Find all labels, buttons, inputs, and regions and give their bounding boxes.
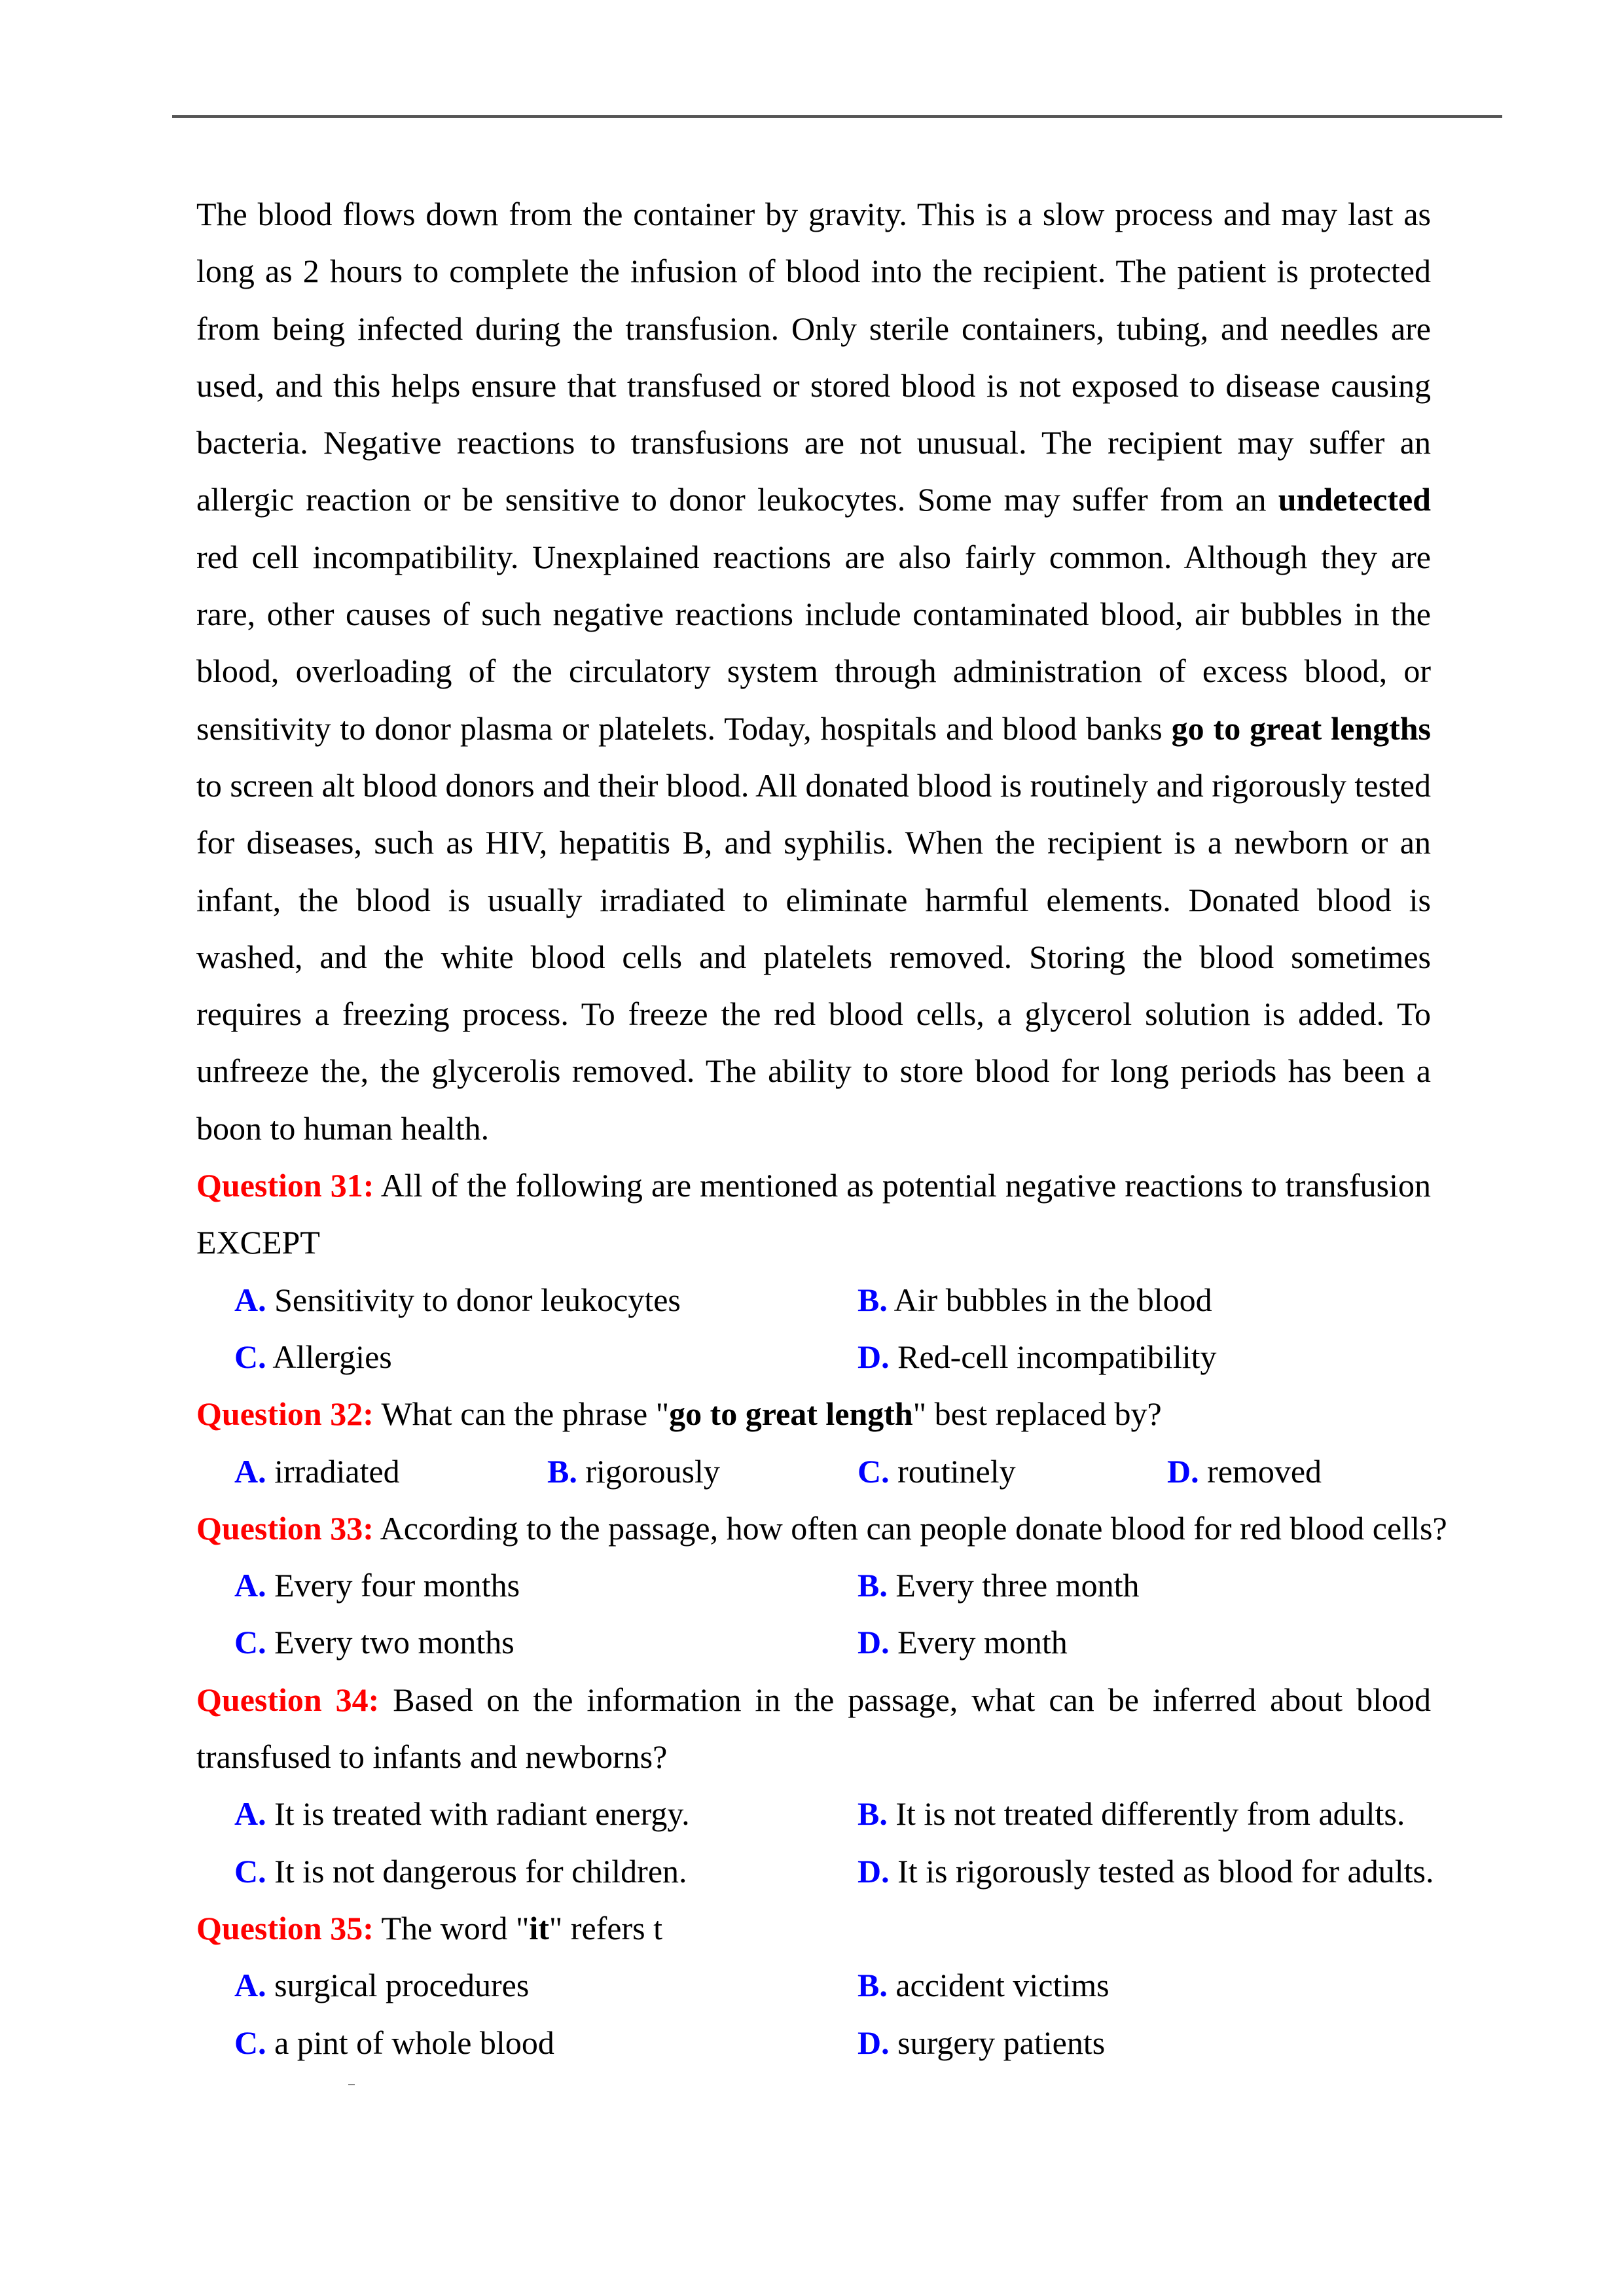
option-text: Red-cell incompatibility: [889, 1338, 1217, 1375]
passage-bold-term-go-to-great-lengths: go to great lengths: [1171, 709, 1431, 747]
option-letter: B.: [857, 1281, 888, 1318]
answer-options: [196, 1557, 1431, 1672]
question-bold-term: it: [529, 1909, 549, 1946]
question-text: According to the passage, how often can people donate blood for red blood cells?: [373, 1509, 1447, 1547]
question-stem: [196, 1672, 1431, 1786]
question-label: Question 33:: [196, 1509, 374, 1547]
option-letter: D.: [857, 2024, 890, 2061]
option-a[interactable]: [234, 1785, 690, 1842]
option-c[interactable]: [234, 1329, 392, 1386]
passage-text: to screen alt blood donors and their blood. All donated blood is routinely and rigorously tested for diseases, such as HIV, hepatitis B, and syphilis. When the recipient is a newborn or an infant, the blood is usually irradiated to eliminate harmful elements. Donated blood is washed, and the white blood cells and platelets removed. Storing the blood sometimes requires a freezing process. To freeze the red blood cells, a glycerol solution is added. To unfreeze the, the glycerolis removed. The ability to store blood for long periods has been a boon to human health.: [196, 766, 1431, 1147]
question-32: [196, 1386, 1431, 1500]
option-text: Air bubbles in the blood: [887, 1281, 1212, 1318]
option-b[interactable]: [857, 1785, 1405, 1842]
option-letter: D.: [857, 1852, 890, 1890]
option-letter: A.: [234, 1281, 266, 1318]
option-text: accident victims: [887, 1967, 1110, 2004]
option-d[interactable]: [857, 1329, 1217, 1386]
option-text: Every four months: [266, 1567, 520, 1604]
option-text: surgical procedures: [266, 1967, 530, 2004]
question-34: [196, 1672, 1434, 1900]
option-d[interactable]: [1167, 1443, 1322, 1500]
scan-artifact-dash: [348, 2084, 355, 2085]
option-letter: B.: [857, 1967, 888, 2004]
option-text: Every month: [889, 1624, 1068, 1661]
option-text: removed: [1199, 1452, 1322, 1490]
passage-text: The blood flows down from the container by gravity. This is a slow process and may last as long as 2 hours to complete the infusion of blood into the recipient. The patient is protected from being infected during the transfusion. Only sterile containers, tubing, and needles are used, and this helps ensure that transfused or stored blood is not exposed to disease causing bacteria. Negative reactions to transfusions are not unusual. The recipient may suffer an allergic reaction or be sensitive to donor leukocytes. Some may suffer from an: [196, 196, 1431, 518]
option-letter: C.: [234, 1852, 266, 1890]
option-a[interactable]: [234, 1957, 529, 2014]
option-d[interactable]: [857, 1843, 1434, 1900]
passage-text: red cell incompatibility. Unexplained reactions are also fairly common. Although they are rare, other causes of such negative reactions include contaminated blood, air bubbles in the blood, overloading of the circulatory system through administration of excess blood, or sensitivity to donor plasma or platelets. Today, hospitals and blood banks: [196, 538, 1431, 747]
answer-options: [196, 1272, 1431, 1386]
question-35: [196, 1900, 1431, 2072]
option-letter: D.: [857, 1338, 890, 1375]
option-letter: C.: [234, 1338, 266, 1375]
option-text: Sensitivity to donor leukocytes: [266, 1281, 681, 1318]
option-d[interactable]: [857, 2015, 1105, 2072]
option-a[interactable]: [234, 1443, 400, 1500]
option-text: Every two months: [266, 1624, 514, 1661]
question-text: Based on the information in the passage, what can be inferred about blood transfused to infants and newborns?: [196, 1681, 1431, 1776]
question-bold-term: go to great length: [669, 1395, 913, 1433]
question-text: All of the following are mentioned as potential negative reactions to transfusion EXCEPT: [196, 1167, 1431, 1261]
option-b[interactable]: [857, 1957, 1110, 2014]
question-stem: [196, 1157, 1431, 1272]
question-stem: [196, 1900, 1431, 1957]
option-c[interactable]: [234, 1614, 514, 1671]
question-label: Question 34:: [196, 1681, 380, 1718]
option-text: Allergies: [266, 1338, 392, 1375]
option-b[interactable]: [857, 1557, 1139, 1614]
question-text: What can the phrase ": [373, 1395, 670, 1433]
option-letter: A.: [234, 1967, 266, 2004]
option-letter: B.: [857, 1567, 888, 1604]
option-letter: C.: [857, 1452, 890, 1490]
option-text: surgery patients: [889, 2024, 1106, 2061]
option-a[interactable]: [234, 1557, 520, 1614]
option-b[interactable]: [547, 1443, 720, 1500]
question-stem: [196, 1386, 1431, 1443]
answer-options: [196, 1957, 1431, 2072]
question-label: Question 31:: [196, 1167, 374, 1204]
question-31: [196, 1157, 1431, 1386]
option-text: It is rigorously tested as blood for adults.: [889, 1852, 1434, 1890]
question-text: " best replaced by?: [912, 1395, 1162, 1433]
question-label: Question 35:: [196, 1909, 374, 1946]
option-letter: A.: [234, 1452, 266, 1490]
answer-options: [196, 1785, 1434, 1900]
option-text: a pint of whole blood: [266, 2024, 554, 2061]
question-text: The word ": [373, 1909, 530, 1946]
option-text: It is treated with radiant energy.: [266, 1795, 690, 1833]
option-letter: D.: [1167, 1452, 1199, 1490]
passage-bold-term-undetected: undetected: [1278, 481, 1431, 518]
option-letter: A.: [234, 1567, 266, 1604]
option-letter: C.: [234, 1624, 266, 1661]
option-c[interactable]: [234, 2015, 554, 2072]
header-rule: [172, 115, 1502, 118]
question-text: " refers t: [549, 1909, 663, 1946]
option-text: It is not treated differently from adults.: [887, 1795, 1405, 1833]
question-label: Question 32:: [196, 1395, 374, 1433]
option-text: rigorously: [577, 1452, 720, 1490]
option-letter: D.: [857, 1624, 890, 1661]
option-text: It is not dangerous for children.: [266, 1852, 687, 1890]
option-letter: C.: [234, 2024, 266, 2061]
option-letter: A.: [234, 1795, 266, 1833]
answer-options: [196, 1443, 1431, 1500]
question-stem: [196, 1500, 1447, 1557]
option-c[interactable]: [234, 1843, 687, 1900]
question-33: [196, 1500, 1447, 1672]
option-c[interactable]: [857, 1443, 1016, 1500]
document-body: [196, 186, 1447, 2072]
option-a[interactable]: [234, 1272, 681, 1329]
option-letter: B.: [547, 1452, 577, 1490]
option-d[interactable]: [857, 1614, 1068, 1671]
option-text: routinely: [889, 1452, 1016, 1490]
reading-passage: [196, 186, 1431, 1157]
option-b[interactable]: [857, 1272, 1212, 1329]
option-letter: B.: [857, 1795, 888, 1833]
option-text: Every three month: [887, 1567, 1140, 1604]
option-text: irradiated: [266, 1452, 400, 1490]
